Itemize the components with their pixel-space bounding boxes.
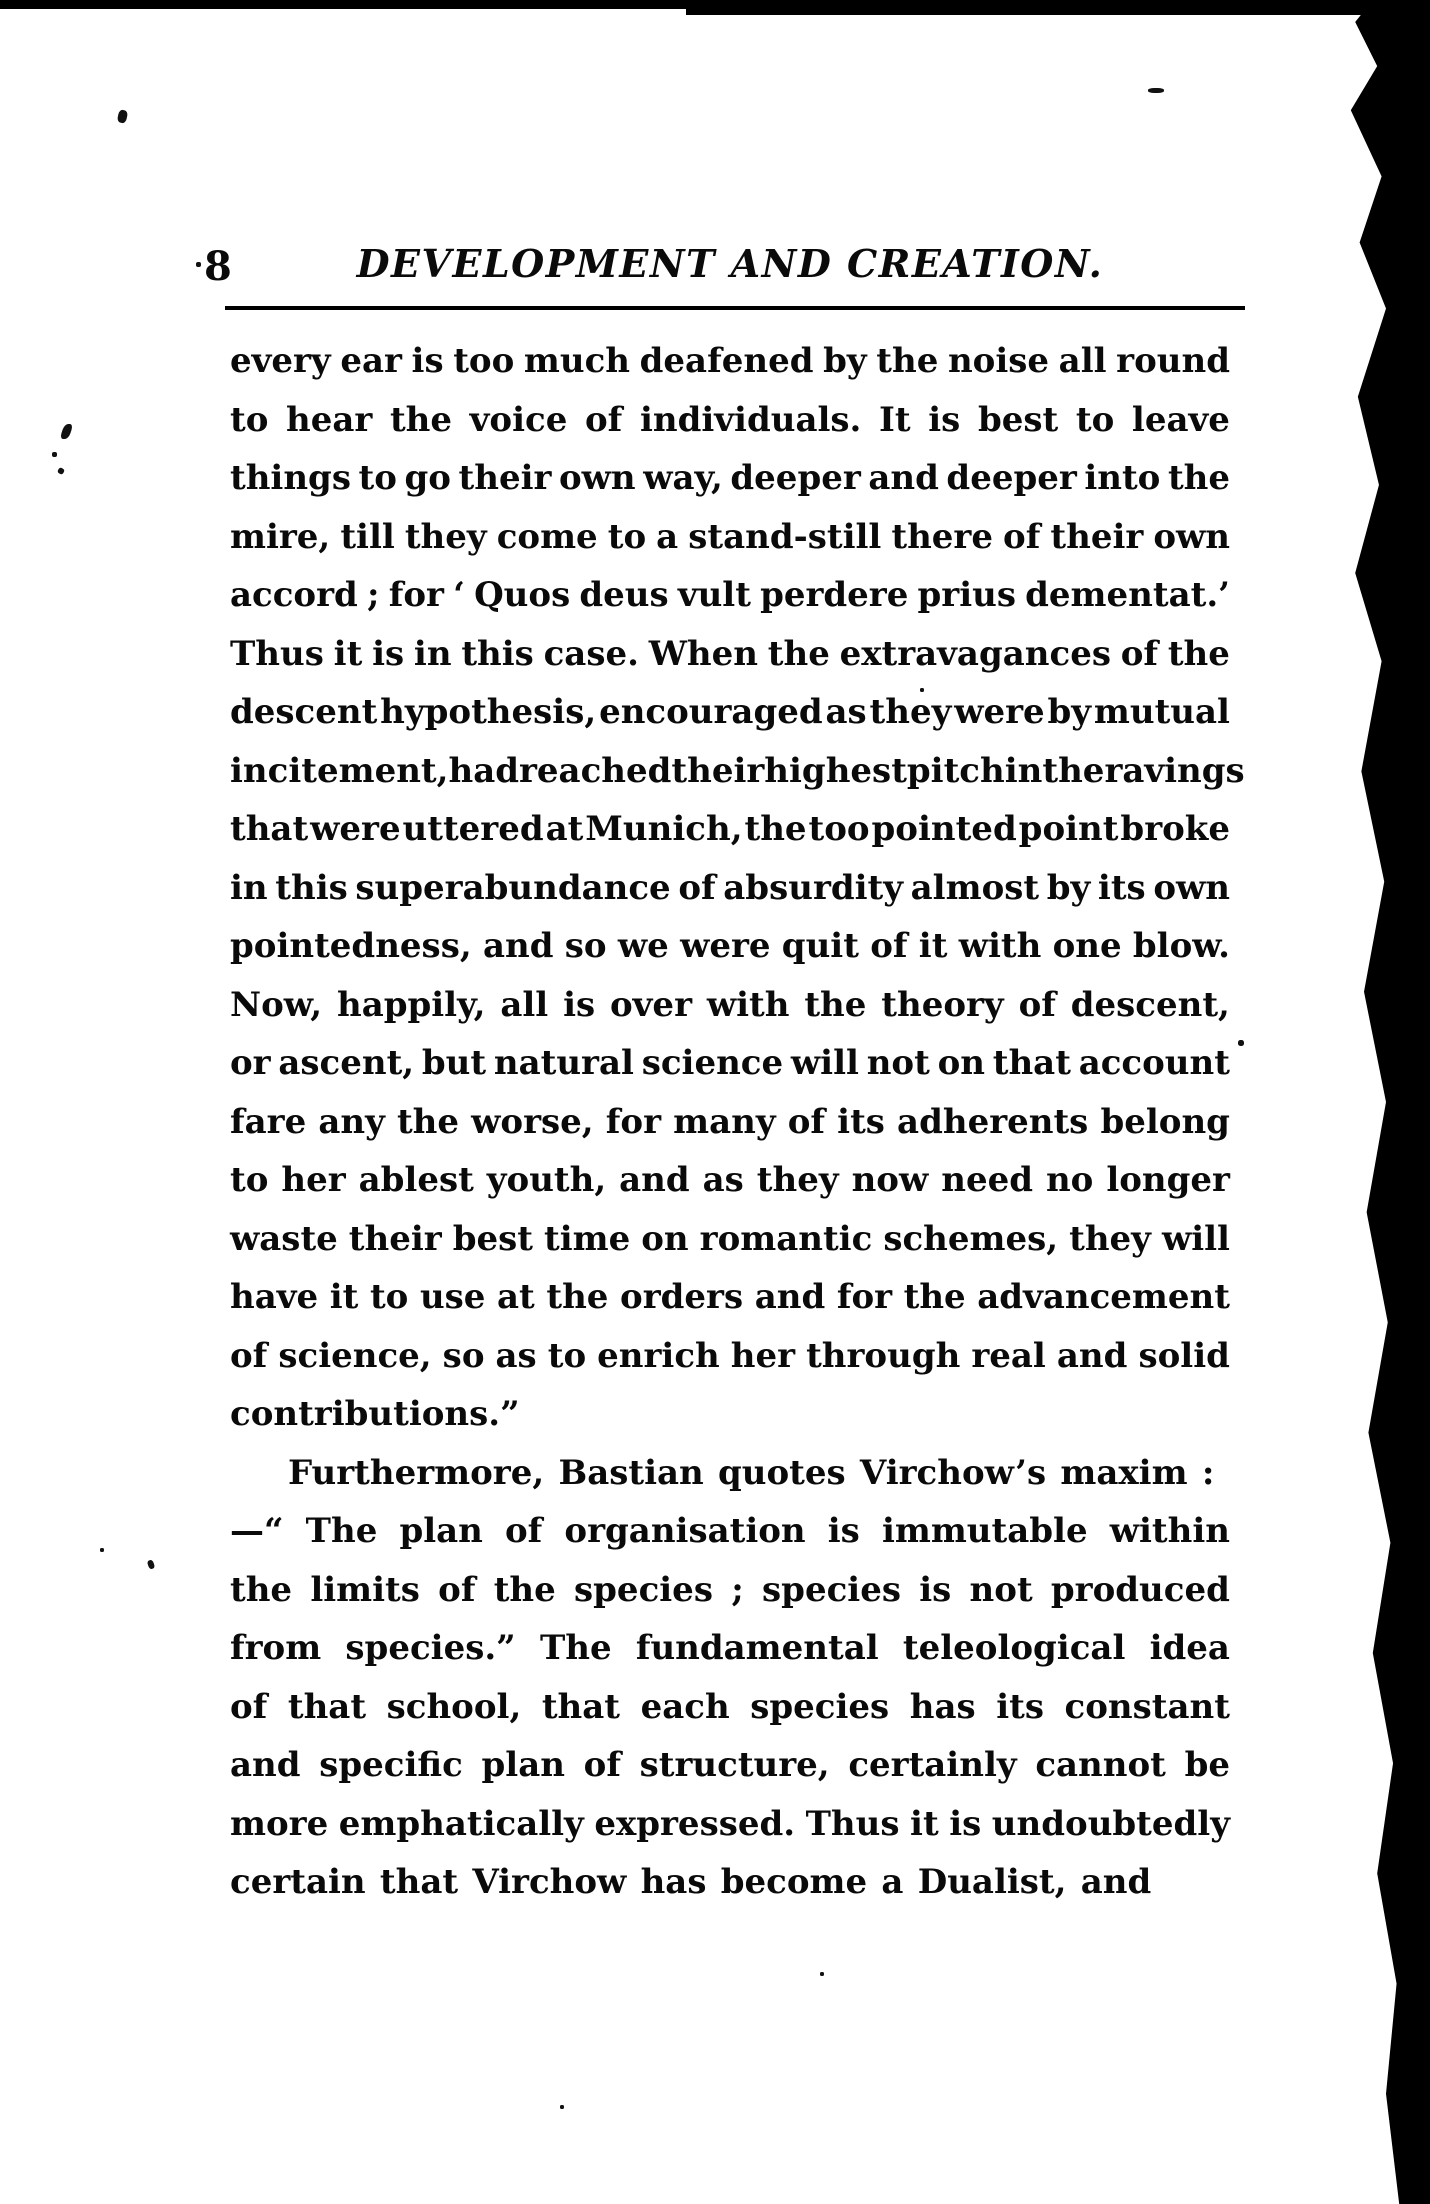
- ink-speck: [147, 1559, 156, 1570]
- text-line: fare any the worse, for many of its adherents belong: [230, 1101, 1230, 1142]
- ink-speck: [117, 109, 129, 124]
- header-rule: [225, 306, 1245, 310]
- text-line: of that school, that each species has its constant: [230, 1686, 1230, 1727]
- text-line: mire, till they come to a stand-still there of their own: [230, 516, 1230, 557]
- page-body-text: [230, 332, 1245, 1912]
- text-line: Furthermore, Bastian quotes Virchow’s maxim :: [288, 1452, 1215, 1493]
- ink-speck: [60, 424, 74, 439]
- text-line: and specific plan of structure, certainly cannot be: [230, 1745, 1230, 1786]
- text-line: more emphatically expressed. Thus it is undoubtedly: [230, 1803, 1230, 1844]
- ink-speck: [52, 452, 57, 457]
- text-line: —“ The plan of organisation is immutable within: [230, 1511, 1230, 1552]
- text-line: incitement, had reached their highest pitch in the ravings: [230, 750, 1245, 791]
- running-title: DEVELOPMENT AND CREATION.: [356, 241, 1104, 286]
- scan-top-edge-bar-thick: [686, 0, 1430, 15]
- page-number: 8: [204, 243, 232, 290]
- text-line: every ear is too much deafened by the noise all round: [230, 341, 1230, 382]
- ink-speck: [1238, 1040, 1244, 1046]
- ink-speck: [560, 2105, 564, 2109]
- text-line: accord ; for ‘ Quos deus vult perdere prius dementat.’: [230, 575, 1230, 616]
- text-line: to hear the voice of individuals. It is best to leave: [230, 399, 1230, 440]
- text-line: or ascent, but natural science will not on that account: [230, 1043, 1230, 1084]
- text-line: from species.” The fundamental teleological idea: [230, 1628, 1230, 1669]
- text-line: waste their best time on romantic schemes, they will: [230, 1218, 1230, 1259]
- text-line: Now, happily, all is over with the theory of descent,: [230, 984, 1230, 1025]
- text-line: to her ablest youth, and as they now need no longer: [230, 1160, 1230, 1201]
- text-line: have it to use at the orders and for the advancement: [230, 1277, 1230, 1318]
- ink-speck: [820, 1972, 824, 1976]
- text-line: of science, so as to enrich her through real and solid: [230, 1335, 1230, 1376]
- ink-speck: [100, 1548, 104, 1552]
- text-line: that were uttered at Munich, the too pointed point broke: [230, 809, 1230, 850]
- text-line: in this superabundance of absurdity almost by its own: [230, 867, 1230, 908]
- text-line: descent hypothesis, encouraged as they were by mutual: [230, 692, 1230, 733]
- text-line: the limits of the species ; species is not produced: [230, 1569, 1230, 1610]
- text-line: Thus it is in this case. When the extravagances of the: [230, 633, 1230, 674]
- ink-speck: [1148, 88, 1164, 93]
- text-line: things to go their own way, deeper and deeper into the: [230, 458, 1230, 499]
- ink-speck: [196, 262, 201, 267]
- scan-right-edge-strip: [1342, 0, 1430, 2204]
- text-line: pointedness, and so we were quit of it with one blow.: [230, 926, 1230, 967]
- ink-speck: [57, 467, 65, 475]
- text-line: contributions.”: [230, 1394, 520, 1435]
- text-line: certain that Virchow has become a Dualist, and: [230, 1862, 1152, 1903]
